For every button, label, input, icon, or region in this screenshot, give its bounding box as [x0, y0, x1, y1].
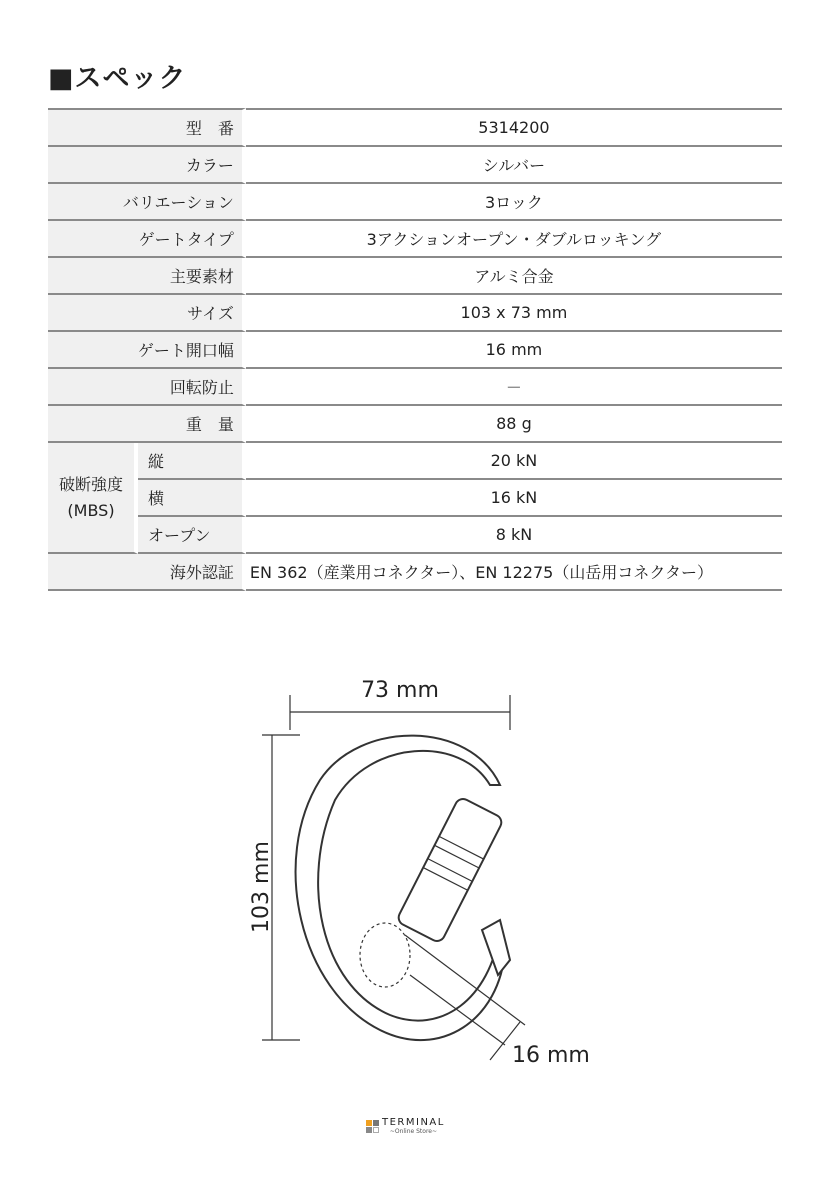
mbs-value: 16 kN: [246, 480, 782, 517]
spec-value: 16 mm: [246, 332, 782, 369]
spec-label: 重 量: [48, 406, 246, 443]
spec-row: [48, 554, 782, 591]
spec-label: 回転防止: [48, 369, 246, 406]
carabiner-body: [296, 736, 505, 1040]
mbs-value: 20 kN: [246, 443, 782, 480]
spec-label: ゲート開口幅: [48, 332, 246, 369]
carabiner-nose: [482, 920, 510, 975]
gate-label: 16 mm: [512, 1043, 590, 1068]
spec-row: [48, 406, 782, 443]
spec-label: カラー: [48, 147, 246, 184]
spec-value: 88 g: [246, 406, 782, 443]
spec-value: －: [246, 369, 782, 406]
spec-row: [48, 147, 782, 184]
spec-row: [48, 332, 782, 369]
cert-label: 海外認証: [48, 554, 246, 591]
logo-sub: ~Online Store~: [389, 1128, 438, 1135]
spec-label: サイズ: [48, 295, 246, 332]
width-label: 73 mm: [361, 678, 439, 703]
cert-value: EN 362（産業用コネクター）、EN 12275（山岳用コネクター）: [246, 554, 782, 591]
spec-row: [48, 480, 782, 517]
spec-value: 3ロック: [246, 184, 782, 221]
spec-row: [48, 369, 782, 406]
logo-name: TERMINAL: [382, 1117, 445, 1128]
spec-label: 主要素材: [48, 258, 246, 295]
carabiner-diagram: [240, 660, 600, 1080]
spec-label: ゲートタイプ: [48, 221, 246, 258]
spec-label: 型 番: [48, 108, 246, 147]
mbs-group-label: [48, 443, 138, 554]
spec-row: [48, 184, 782, 221]
spec-value: シルバー: [246, 147, 782, 184]
spec-row: [48, 517, 782, 554]
page-title: ■スペック: [48, 63, 187, 94]
spec-row: [48, 221, 782, 258]
spec-row: [48, 295, 782, 332]
height-label: 103 mm: [249, 841, 274, 933]
spec-value: 3アクションオープン・ダブルロッキング: [246, 221, 782, 258]
spec-label: バリエーション: [48, 184, 246, 221]
terminal-logo: [366, 1118, 445, 1135]
spec-value: アルミ合金: [246, 258, 782, 295]
spec-row: [48, 258, 782, 295]
spec-row: [48, 443, 782, 480]
mbs-label: 縦: [138, 443, 246, 480]
mbs-label: オープン: [138, 517, 246, 554]
mbs-value: 8 kN: [246, 517, 782, 554]
logo-squares-icon: [366, 1120, 379, 1133]
spec-row: [48, 108, 782, 147]
spec-table: [48, 108, 782, 591]
gate-opening-circle: [360, 923, 410, 987]
mbs-label: 横: [138, 480, 246, 517]
spec-value: 5314200: [246, 108, 782, 147]
spec-value: 103 x 73 mm: [246, 295, 782, 332]
mbs-label-2: (MBS): [67, 500, 115, 520]
mbs-label-1: 破断強度: [58, 474, 123, 494]
locking-sleeve: [396, 796, 504, 943]
